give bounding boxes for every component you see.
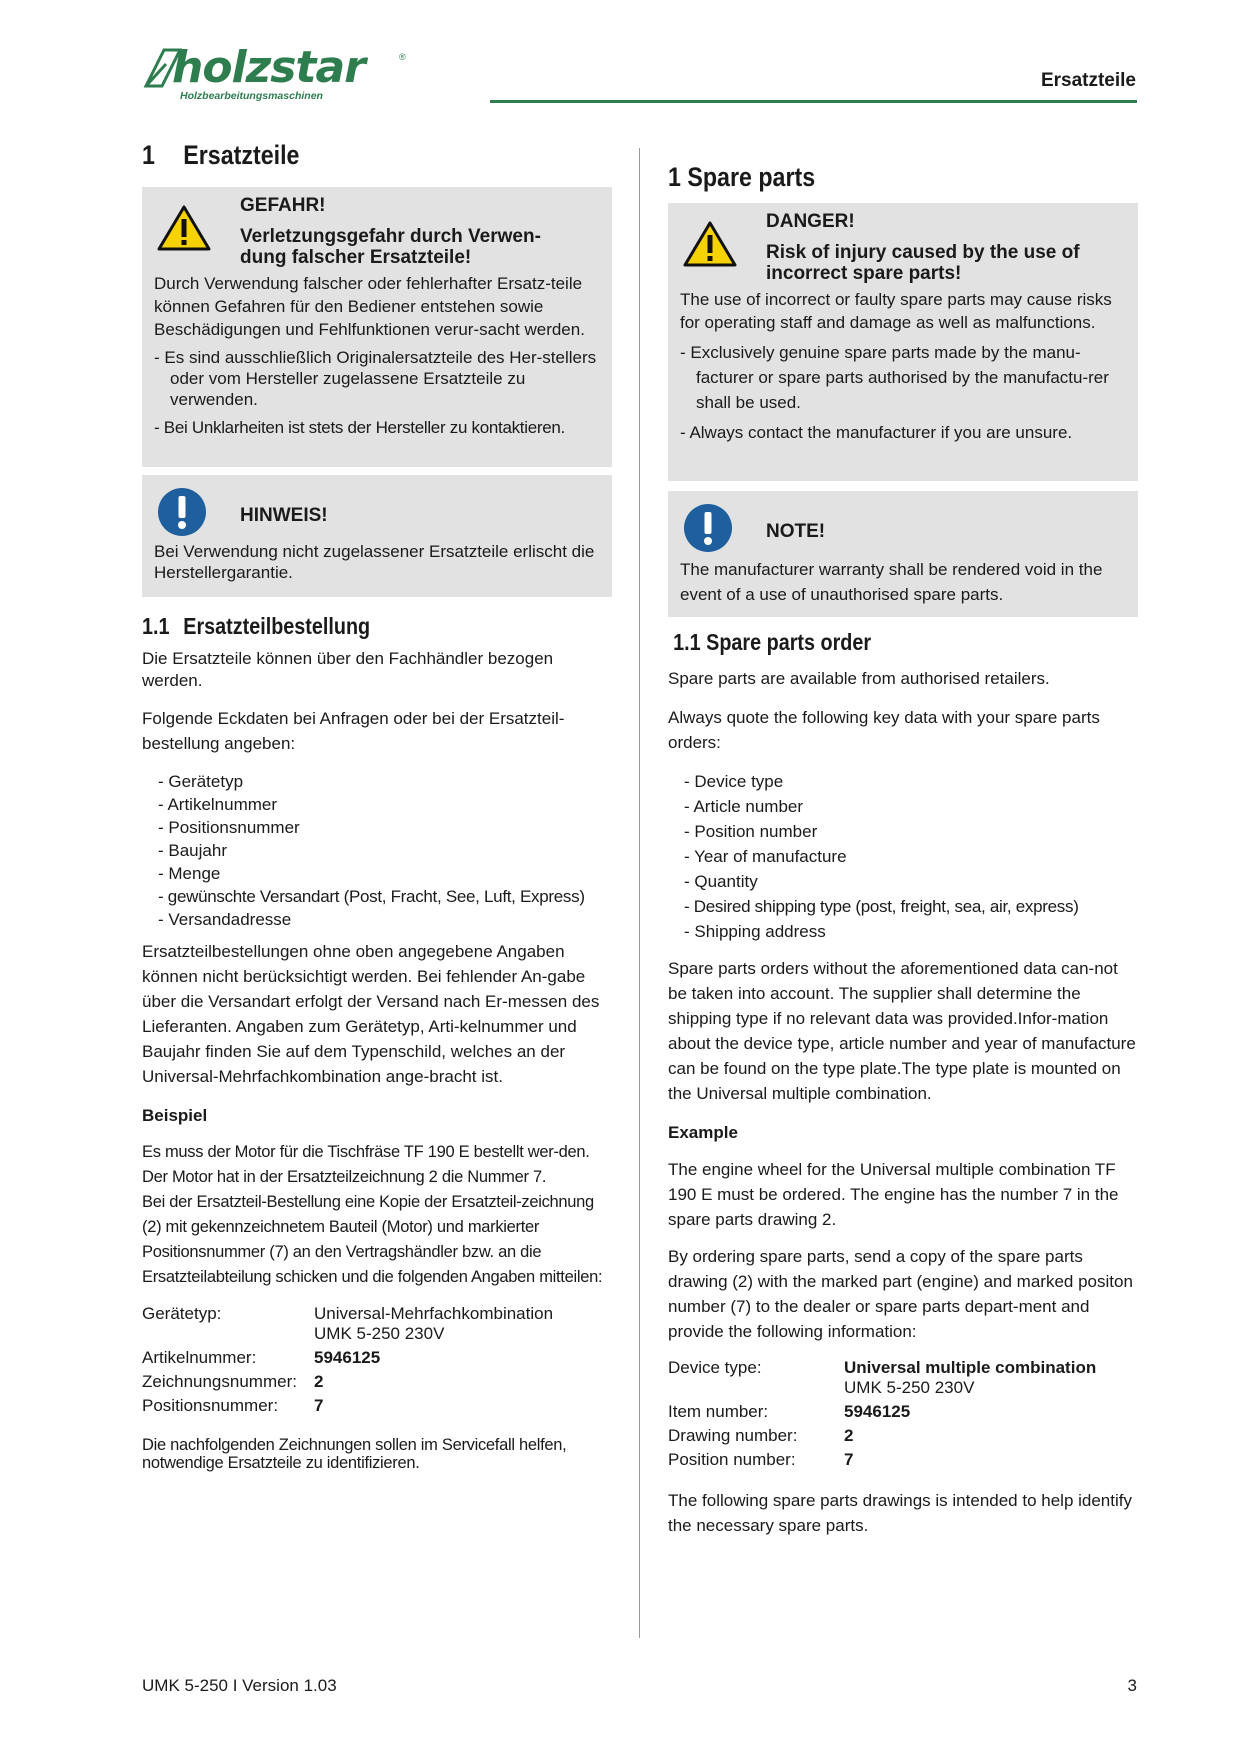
german-column	[142, 140, 612, 1472]
list-item: - gewünschte Versandart (Post, Fracht, See, Luft, Express)	[158, 887, 585, 906]
brand-logo	[142, 42, 412, 106]
paragraph: By ordering spare parts, send a copy of the spare parts drawing (2) with the marked part (engine) and marked positon number (7) to the dealer or spare parts depart-ment and provide the following information:	[668, 1247, 1133, 1341]
list-item: - Device type	[684, 772, 784, 791]
brand-subtitle: Holzbearbeitungsmaschinen	[180, 90, 323, 102]
position-value: 7	[314, 1396, 324, 1415]
table-row	[668, 1446, 1096, 1470]
footer-page-number: 3	[1127, 1676, 1137, 1695]
footer-document-version: UMK 5-250 I Version 1.03	[142, 1676, 337, 1695]
type-label: Device type:	[668, 1358, 762, 1377]
danger-text: The use of incorrect or faulty spare parts may cause risks for operating staff and damage as well as malfunctions.	[680, 290, 1112, 332]
note-box-de	[142, 475, 612, 597]
position-value: 7	[844, 1450, 854, 1469]
position-label: Positionsnummer:	[142, 1396, 279, 1415]
danger-box-de	[142, 187, 612, 467]
list-item: - Artikelnummer	[158, 795, 278, 814]
type-value	[314, 1304, 553, 1344]
item-label: Artikelnummer:	[142, 1348, 257, 1367]
page-heading-en: 1 Spare parts	[668, 162, 816, 192]
danger-list-item: - Always contact the manufacturer if you are unsure.	[680, 423, 1073, 442]
danger-list	[154, 347, 600, 438]
paragraph: Die nachfolgenden Zeichnungen sollen im Servicefall helfen, notwendige Ersatzteile zu identifizieren.	[142, 1436, 567, 1472]
brand-wordmark: holzstar	[172, 42, 365, 93]
table-row	[668, 1358, 1096, 1398]
subheading-de	[142, 613, 546, 640]
paragraph: The following spare parts drawings is intended to help identify the necessary spare parts.	[668, 1491, 1132, 1535]
item-label: Item number:	[668, 1402, 769, 1421]
table-row	[142, 1368, 553, 1392]
item-value: 5946125	[314, 1348, 381, 1367]
danger-list-item: - Bei Unklarheiten ist stets der Hersteller zu kontaktieren.	[154, 418, 565, 437]
danger-label: GEFAHR!	[240, 195, 326, 216]
table-row	[142, 1344, 553, 1368]
type-value-line: Universal multiple combination	[844, 1358, 1097, 1377]
example-label: Beispiel	[142, 1106, 208, 1125]
drawing-label: Drawing number:	[668, 1426, 798, 1445]
note-text: Bei Verwendung nicht zugelassener Ersatzteile erlischt die Herstellergarantie.	[154, 542, 595, 582]
list-item: - Position number	[684, 822, 818, 841]
paragraph: Spare parts are available from authorised retailers.	[668, 669, 1050, 688]
paragraph: Ersatzteilbestellungen ohne oben angegebene Angaben können nicht berücksichtigt werden. Bei fehlender An-gabe über die Versandart erfolgt der Versand nach Er-messen des Lieferanten. Angaben zum Gerätetyp, Arti-kelnummer und Baujahr finden Sie auf dem Typenschild, welches an der Universal-Mehrfachkombination ange-bracht ist.	[142, 942, 600, 1086]
paragraph: Always quote the following key data with your spare parts orders:	[668, 708, 1100, 752]
danger-list-item: - Exclusively genuine spare parts made by the manu-facturer or spare parts authorised by the manufactu-rer shall be used.	[680, 343, 1109, 412]
table-row	[668, 1422, 1096, 1446]
key-data-list	[142, 770, 612, 931]
list-item: - Versandadresse	[158, 910, 292, 929]
danger-text: Durch Verwendung falscher oder fehlerhafter Ersatz-teile können Gefahren für den Bediener entstehen sowie Beschädigungen und Fehlfunktionen verur-sacht werden.	[154, 274, 585, 339]
exclamation-icon	[156, 487, 212, 537]
order-data-table	[668, 1358, 1096, 1470]
header-section-title: Ersatzteile	[1040, 70, 1136, 91]
heading-number: 1	[142, 140, 155, 170]
paragraph: Die Ersatzteile können über den Fachhändler bezogen werden.	[142, 649, 554, 690]
type-value	[844, 1358, 1096, 1398]
danger-title	[154, 226, 600, 268]
drawing-label: Zeichnungsnummer:	[142, 1372, 297, 1391]
warning-triangle-icon	[156, 203, 212, 253]
item-value: 5946125	[844, 1402, 911, 1421]
drawing-value: 2	[844, 1426, 854, 1445]
danger-title	[680, 242, 1126, 284]
exclamation-icon	[682, 503, 738, 553]
table-row	[142, 1392, 553, 1416]
type-value-line: UMK 5-250 230V	[844, 1378, 975, 1397]
subheading-number: 1.1	[142, 613, 170, 639]
list-item: - Desired shipping type (post, freight, sea, air, express)	[684, 897, 1079, 916]
registered-mark: ®	[399, 52, 406, 62]
danger-title-line: incorrect spare parts!	[766, 263, 962, 284]
warning-triangle-icon	[682, 219, 738, 269]
subheading-en: 1.1 Spare parts order	[673, 629, 872, 655]
paragraph: The engine wheel for the Universal multiple combination TF 190 E must be ordered. The engine has the number 7 in the spare parts drawing 2.	[668, 1160, 1119, 1229]
position-label: Position number:	[668, 1450, 796, 1469]
danger-title-line: Risk of injury caused by the use of	[766, 242, 1080, 263]
header-rule	[490, 100, 1137, 103]
danger-list	[680, 340, 1126, 443]
paragraph: Folgende Eckdaten bei Anfragen oder bei der Ersatzteil-bestellung angeben:	[142, 709, 565, 753]
list-item: - Year of manufacture	[684, 847, 847, 866]
danger-box-en	[668, 203, 1138, 481]
list-item: - Baujahr	[158, 841, 227, 860]
table-row	[668, 1398, 1096, 1422]
list-item: - Quantity	[684, 872, 758, 891]
english-column	[668, 162, 1138, 1538]
type-label: Gerätetyp:	[142, 1304, 222, 1323]
note-label: NOTE!	[766, 521, 826, 542]
danger-list-item: - Es sind ausschließlich Originalersatzteile des Her-stellers oder vom Hersteller zugelassene Ersatzteile zu verwenden.	[154, 348, 597, 409]
column-divider	[639, 148, 640, 1638]
list-item: - Shipping address	[684, 922, 826, 941]
drawing-value: 2	[314, 1372, 324, 1391]
note-text: The manufacturer warranty shall be rendered void in the event of a use of unauthorised spare parts.	[680, 560, 1103, 604]
example-label: Example	[668, 1123, 738, 1142]
danger-title-line: Verletzungsgefahr durch Verwen-	[240, 226, 541, 247]
list-item: - Article number	[684, 797, 804, 816]
type-value-line: UMK 5-250 230V	[314, 1324, 445, 1343]
danger-label: DANGER!	[766, 211, 855, 232]
order-data-table	[142, 1304, 553, 1416]
list-item: - Gerätetyp	[158, 772, 244, 791]
list-item: - Positionsnummer	[158, 818, 300, 837]
subheading-title: Ersatzteilbestellung	[183, 613, 371, 639]
paragraph: Bei der Ersatzteil-Bestellung eine Kopie der Ersatzteil-zeichnung (2) mit gekennzeichnetem Bauteil (Motor) und markierter Positionsnummer (7) an den Vertragshändler bzw. an die Ersatzteilabteilung schicken und die folgenden Angaben mitteilen:	[142, 1193, 603, 1286]
key-data-list	[668, 769, 1138, 944]
danger-title-line: dung falscher Ersatzteile!	[240, 247, 472, 268]
heading-title: Ersatzteile	[183, 140, 300, 170]
note-label: HINWEIS!	[240, 505, 328, 526]
paragraph: Spare parts orders without the aforementioned data can-not be taken into account. The supplier shall determine the shipping type if no relevant data was provided.Infor-mation about the device type, article number and year of manufacture can be found on the type plate.The type plate is mounted on the Universal multiple combination.	[668, 959, 1136, 1103]
table-row	[142, 1304, 553, 1344]
list-item: - Menge	[158, 864, 221, 883]
note-box-en	[668, 491, 1138, 617]
type-value-line: Universal-Mehrfachkombination	[314, 1304, 554, 1323]
page-heading-de	[142, 140, 546, 171]
paragraph: Es muss der Motor für die Tischfräse TF 190 E bestellt wer-den. Der Motor hat in der Ersatzteilzeichnung 2 die Nummer 7.	[142, 1143, 590, 1186]
